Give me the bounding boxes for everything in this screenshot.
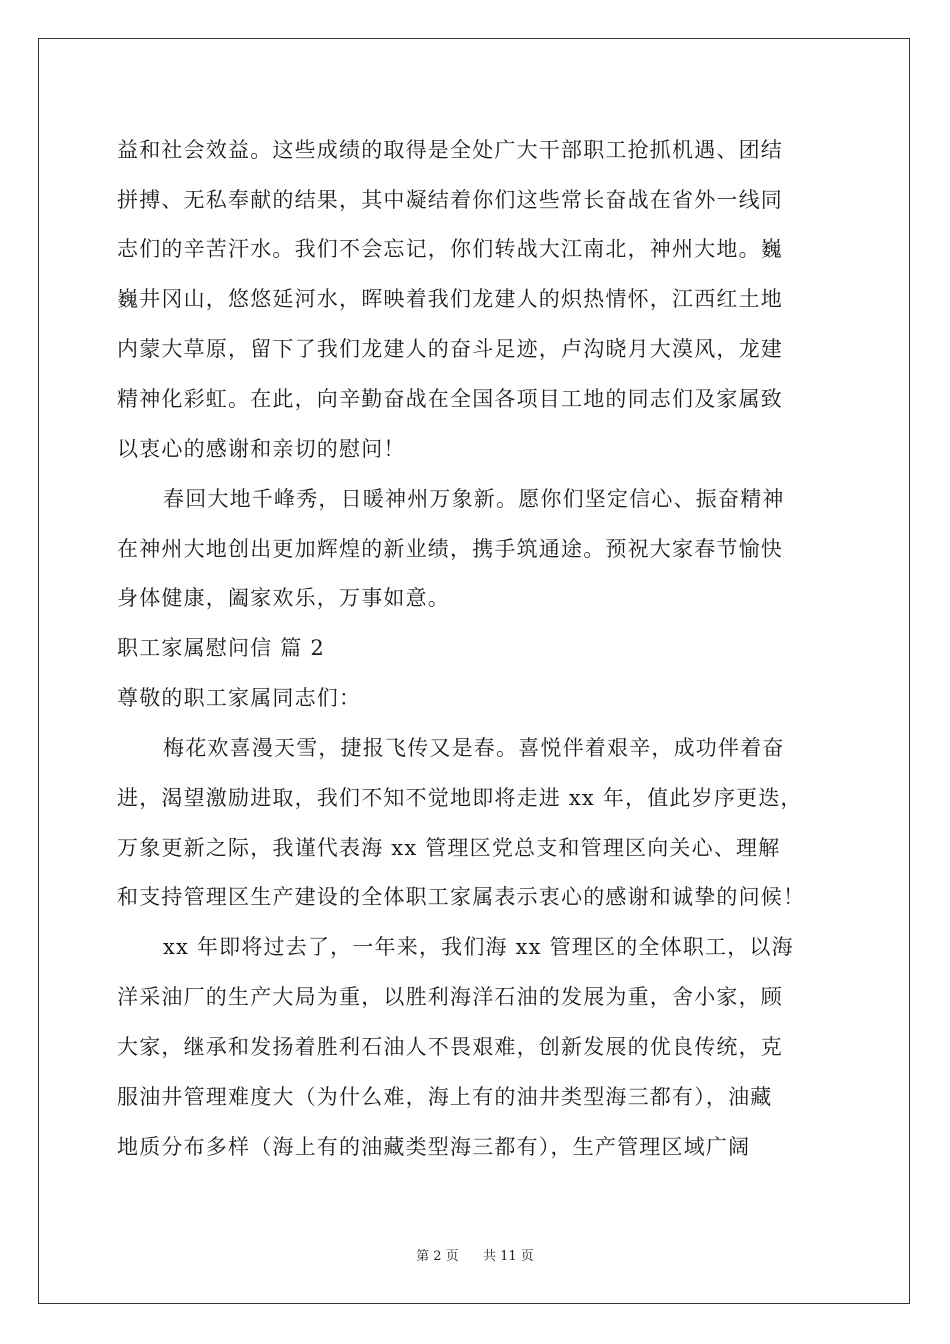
text-line: 内蒙大草原，留下了我们龙建人的奋斗足迹，卢沟晓月大漠风，龙建 <box>117 337 783 361</box>
text-line: 志们的辛苦汗水。我们不会忘记，你们转战大江南北，神州大地。巍 <box>117 237 783 261</box>
text-line: 和支持管理区生产建设的全体职工家属表示衷心的感谢和诚挚的问候！ <box>117 885 806 909</box>
text-line: 以衷心的感谢和亲切的慰问！ <box>117 437 406 461</box>
text-line: 益和社会效益。这些成绩的取得是全处广大干部职工抢抓机遇、团结 <box>117 138 783 162</box>
text-line: 服油井管理难度大（为什么难，海上有的油井类型海三都有），油藏 <box>117 1085 773 1109</box>
text-line: 精神化彩虹。在此，向辛勤奋战在全国各项目工地的同志们及家属致 <box>117 387 783 411</box>
page-number: 第 2 页 <box>416 1249 459 1264</box>
text-line: 身体健康，阖家欢乐，万事如意。 <box>117 586 450 610</box>
text-line: 拼搏、无私奉献的结果，其中凝结着你们这些常长奋战在省外一线同 <box>117 188 783 212</box>
section-heading: 职工家属慰问信 篇 2 <box>117 636 325 660</box>
text-line: 万象更新之际，我谨代表海 xx 管理区党总支和管理区向关心、理解 <box>117 836 781 860</box>
paragraph-first-line: 春回大地千峰秀，日暖神州万象新。愿你们坚定信心、振奋精神 <box>163 487 785 511</box>
page-total: 共 11 页 <box>483 1249 534 1264</box>
page-footer <box>0 1249 950 1265</box>
text-line: 巍井冈山，悠悠延河水，晖映着我们龙建人的炽热情怀，江西红土地 <box>117 287 783 311</box>
page-border <box>38 38 910 1304</box>
paragraph-first-line: 梅花欢喜漫天雪，捷报飞传又是春。喜悦伴着艰辛，成功伴着奋 <box>163 736 785 760</box>
text-line: 大家，继承和发扬着胜利石油人不畏艰难，创新发展的优良传统，克 <box>117 1035 783 1059</box>
text-line: 洋采油厂的生产大局为重，以胜利海洋石油的发展为重，舍小家，顾 <box>117 985 783 1009</box>
text-line: 地质分布多样（海上有的油藏类型海三都有），生产管理区域广阔 <box>117 1135 751 1159</box>
text-line: 在神州大地创出更加辉煌的新业绩，携手筑通途。预祝大家春节愉快 <box>117 537 783 561</box>
paragraph-first-line: xx 年即将过去了，一年来，我们海 xx 管理区的全体职工，以海 <box>163 935 794 959</box>
salutation: 尊敬的职工家属同志们： <box>117 686 362 710</box>
text-line: 进，渴望激励进取，我们不知不觉地即将走进 xx 年，值此岁序更迭， <box>117 786 803 810</box>
